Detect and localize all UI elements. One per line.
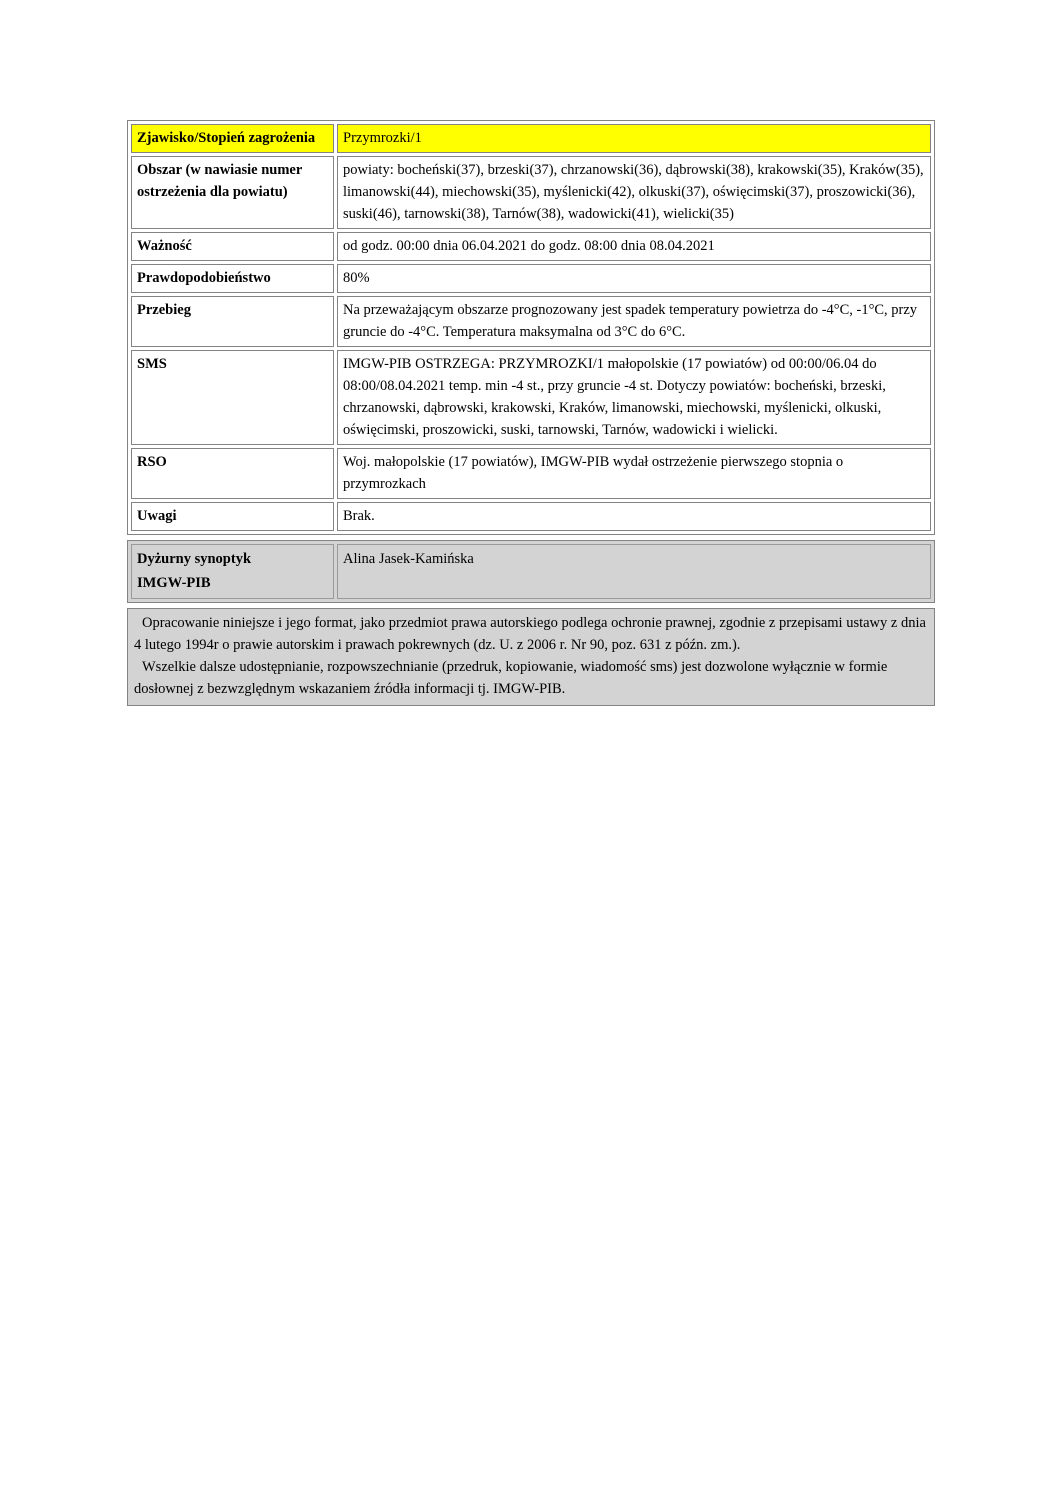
table-row-remarks (131, 502, 931, 531)
row-value-area: powiaty: bocheński(37), brzeski(37), chrzanowski(36), dąbrowski(38), krakowski(35), Kraków(35), limanowski(44), miechowski(35), myślenicki(42), olkuski(37), oświęcimski(37), proszowicki(36), suski(46), tarnowski(38), Tarnów(38), wadowicki(41), wielicki(35) (337, 156, 931, 229)
row-label-probability: Prawdopodobieństwo (131, 264, 334, 293)
table-row-course (131, 296, 931, 347)
warning-table (127, 120, 935, 535)
row-value-rso: Woj. małopolskie (17 powiatów), IMGW-PIB wydał ostrzeżenie pierwszego stopnia o przymrozkach (337, 448, 931, 499)
row-label-synoptic (131, 544, 334, 599)
table-row-synoptic (131, 544, 931, 599)
row-value-course: Na przeważającym obszarze prognozowany jest spadek temperatury powietrza do -4°C, -1°C, przy gruncie do -4°C. Temperatura maksymalna od 3°C do 6°C. (337, 296, 931, 347)
copyright-paragraph-2: Wszelkie dalsze udostępnianie, rozpowszechnianie (przedruk, kopiowanie, wiadomość sms) jest dozwolone wyłącznie w formie dosłownej z bezwzględnym wskazaniem źródła informacji tj. IMGW-PIB. (134, 659, 888, 697)
row-value-phenomenon: Przymrozki/1 (337, 124, 931, 153)
row-value-remarks: Brak. (337, 502, 931, 531)
row-label-sms: SMS (131, 350, 334, 445)
warning-bulletin (127, 120, 935, 706)
table-row-sms (131, 350, 931, 445)
synoptic-label-line2: IMGW-PIB (137, 575, 211, 591)
synoptic-table (127, 540, 935, 603)
table-row-phenomenon (131, 124, 931, 153)
table-row-rso (131, 448, 931, 499)
table-row-probability (131, 264, 931, 293)
row-value-sms: IMGW-PIB OSTRZEGA: PRZYMROZKI/1 małopolskie (17 powiatów) od 00:00/06.04 do 08:00/08.04.2021 temp. min -4 st., przy gruncie -4 st. Dotyczy powiatów: bocheński, brzeski, chrzanowski, dąbrowski, krakowski, Kraków, limanowski, miechowski, myślenicki, olkuski, oświęcimski, proszowicki, suski, tarnowski, Tarnów, wadowicki i wielicki. (337, 350, 931, 445)
row-label-remarks: Uwagi (131, 502, 334, 531)
row-label-area: Obszar (w nawiasie numer ostrzeżenia dla powiatu) (131, 156, 334, 229)
row-label-validity: Ważność (131, 232, 334, 261)
row-label-rso: RSO (131, 448, 334, 499)
row-value-synoptic: Alina Jasek-Kamińska (337, 544, 931, 599)
row-value-validity: od godz. 00:00 dnia 06.04.2021 do godz. 08:00 dnia 08.04.2021 (337, 232, 931, 261)
copyright-notice (127, 608, 935, 706)
row-label-course: Przebieg (131, 296, 334, 347)
copyright-paragraph-1: Opracowanie niniejsze i jego format, jako przedmiot prawa autorskiego podlega ochronie prawnej, zgodnie z przepisami ustawy z dnia 4 lutego 1994r o prawie autorskim i prawach pokrewnych (dz. U. z 2006 r. Nr 90, poz. 631 z późn. zm.). (134, 615, 926, 653)
table-row-validity (131, 232, 931, 261)
row-value-probability: 80% (337, 264, 931, 293)
table-row-area (131, 156, 931, 229)
row-label-phenomenon: Zjawisko/Stopień zagrożenia (131, 124, 334, 153)
synoptic-label-line1: Dyżurny synoptyk (137, 551, 252, 567)
